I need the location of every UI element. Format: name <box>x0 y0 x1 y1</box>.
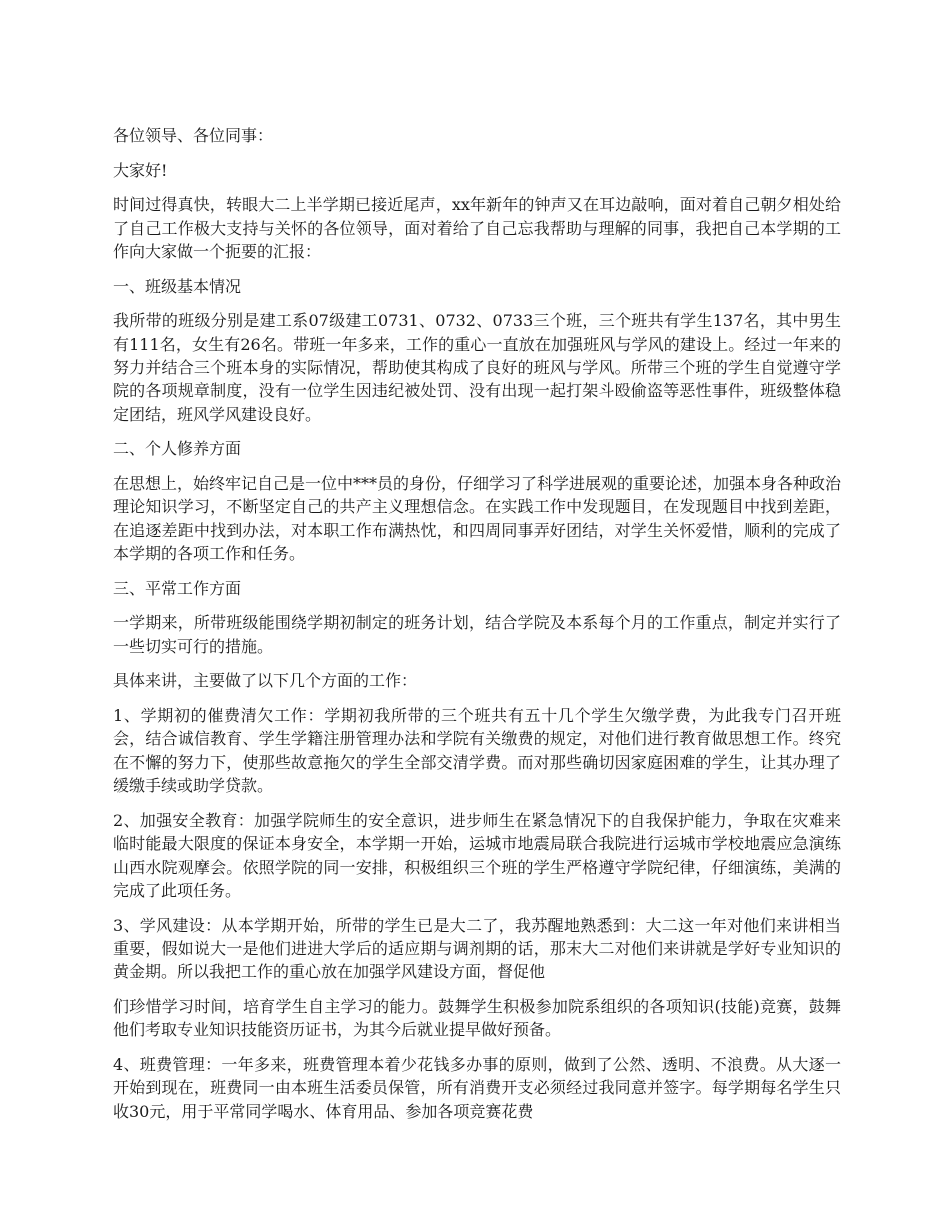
personal-paragraph: 在思想上，始终牢记自己是一位中***员的身份，仔细学习了科学进展观的重要论述，加强本身各种政治理论知识学习，不断坚定自己的共产主义理想信念。在实践工作中发现题目，在发现题目中找到差距，在追逐差距中找到办法，对本职工作布满热忱，和四周同事弄好团结，对学生关怀爱惜，顺利的完成了本学期的各项工作和任务。 <box>113 474 842 564</box>
section-heading-personal: 二、个人修养方面 <box>113 439 242 459</box>
document-body <box>113 124 841 1134</box>
class-info-paragraph: 我所带的班级分别是建工系07级建工0731、0732、0733三个班，三个班共有学生137名，其中男生有111名，女生有26名。带班一年多来，工作的重心一直放在加强班风与学风的建设上。经过一年来的努力并结合三个班本身的实际情况，帮助使其构成了良好的班风与学风。所带三个班的学生自觉遵守学院的各项规章制度，没有一位学生因违纪被处罚、没有出现一起打架斗殴偷盗等恶性事件，班级整体稳定团结，班风学风建设良好。 <box>113 311 841 424</box>
daily-work-paragraph: 一学期来，所带班级能围绕学期初制定的班务计划，结合学院及本系每个月的工作重点，制定并实行了一些切实可行的措施。 <box>113 613 841 656</box>
intro-paragraph: 时间过得真快，转眼大二上半学期已接近尾声，xx年新年的钟声又在耳边敲响，面对着自己朝夕相处给了自己工作极大支持与关怀的各位领导，面对着给了自己忘我帮助与理解的同事，我把自己本学期的工作向大家做一个扼要的汇报： <box>113 195 841 261</box>
work-list-intro: 具体来讲，主要做了以下几个方面的工作： <box>113 671 418 691</box>
work-item-1: 1、学期初的催费清欠工作：学期初我所带的三个班共有五十几个学生欠缴学费，为此我专门召开班会，结合诚信教育、学生学籍注册管理办法和学院有关缴费的规定，对他们进行教育做思想工作。终究在不懈的努力下，使那些故意拖欠的学生全部交清学费。而对那些确切因家庭困难的学生，让其办理了缓缴手续或助学贷款。 <box>113 706 841 796</box>
section-heading-daily-work: 三、平常工作方面 <box>113 578 242 598</box>
salutation: 大家好! <box>113 160 168 180</box>
work-item-3: 3、学风建设：从本学期开始，所带的学生已是大二了，我苏醒地熟悉到：大二这一年对他们来讲相当重要，假如说大一是他们进进大学后的适应期与调剂期的话，那末大二对他们来讲就是学好专业知识的黄金期。所以我把工作的重心放在加强学风建设方面，督促他 <box>113 915 841 982</box>
section-heading-class-info: 一、班级基本情况 <box>113 276 242 296</box>
greeting: 各位领导、各位同事： <box>113 126 274 145</box>
work-item-4: 4、班费管理：一年多来，班费管理本着少花钱多办事的原则，做到了公然、透明、不浪费。从大逐一开始到现在，班费同一由本班生活委员保管，所有消费开支必须经过我同意并签字。每学期每名学生只收30元，用于平常同学喝水、体育用品、参加各项竞赛花费 <box>113 1055 841 1121</box>
work-item-3-continued: 们珍惜学习时间，培育学生自主学习的能力。鼓舞学生积极参加院系组织的各项知识(技能)竞赛，鼓舞他们考取专业知识技能资历证书，为其今后就业提早做好预备。 <box>113 997 841 1040</box>
work-item-2: 2、加强安全教育：加强学院师生的安全意识，进步师生在紧急情况下的自我保护能力，争取在灾难来临时能最大限度的保证本身安全，本学期一开始，运城市地震局联合我院进行运城市学校地震应急演练山西水院观摩会。依照学院的同一安排，积极组织三个班的学生严格遵守学院纪律，仔细演练，美满的完成了此项任务。 <box>113 810 841 901</box>
